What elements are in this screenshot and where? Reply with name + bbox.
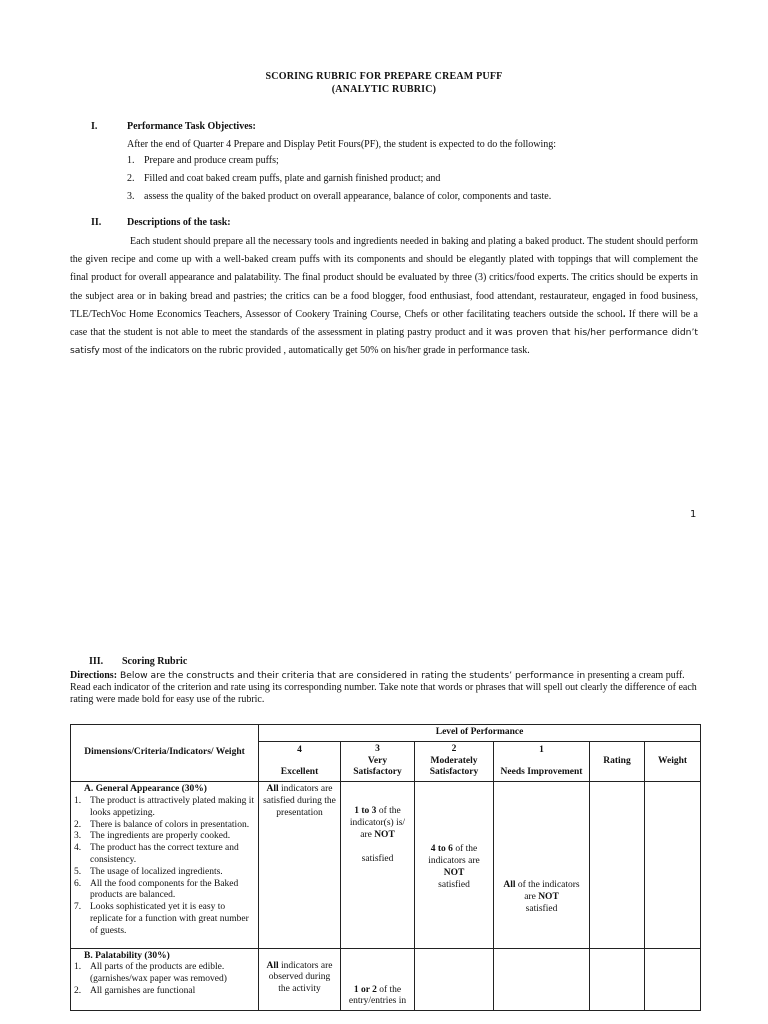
- level-2-cell: [415, 948, 494, 1011]
- section-1-title: Performance Task Objectives:: [127, 121, 256, 132]
- objectives-list: [127, 152, 727, 206]
- list-item: 2. All garnishes are functional: [74, 985, 196, 996]
- header-rating: Rating: [590, 741, 645, 781]
- list-item: 1. All parts of the products are edible. (garnishes/wax paper was removed): [74, 962, 227, 985]
- section-3-title: Scoring Rubric: [122, 656, 188, 667]
- directions-text: Directions: Below are the constructs and their criteria that are considered in rating the students’ performance in presenting a cream puff. Read each indicator of the criterion and rate using its corresponding number. Take note that words or phrases that will spell out clearly the difference of each rating were made bold for easy use of the rubric.: [70, 670, 697, 705]
- header-dimensions: Dimensions/Criteria/Indicators/ Weight: [71, 725, 259, 782]
- criterion-general-appearance: A. General Appearance (30%) 1. The product is attractively plated making it looks appetizing. 2. There is balance of colors in presentation. 3. The ingredients are properly cooked. 4. The product has the correct texture and consistency. 5. The usage of localized ingredients. 6. All the food components for the Baked products are balanced. 7. Looks sophisticated yet it is easy to replicate for a function with great number of guests.: [71, 782, 259, 948]
- weight-cell[interactable]: [645, 948, 701, 1011]
- weight-cell[interactable]: [645, 782, 701, 948]
- table-row: [71, 782, 701, 948]
- header-level-of-performance: Level of Performance: [259, 725, 701, 742]
- page-number: 1: [690, 509, 697, 520]
- header-level-2: 2 Moderately Satisfactory: [415, 741, 494, 781]
- list-item: 2. Filled and coat baked cream puffs, plate and garnish finished product; and: [127, 173, 441, 184]
- document-title: SCORING RUBRIC FOR PREPARE CREAM PUFF: [265, 71, 503, 82]
- rubric-table: [70, 724, 701, 1011]
- section-1-number: I.: [91, 121, 98, 132]
- section-2-number: II.: [91, 217, 102, 228]
- rating-cell[interactable]: [590, 782, 645, 948]
- level-1-cell: All of the indicators are NOT satisfied: [494, 782, 590, 948]
- list-item: 7. Looks sophisticated yet it is easy to replicate for a function with great number of guests.: [74, 902, 249, 936]
- list-item: 1. Prepare and produce cream puffs;: [127, 155, 279, 166]
- level-2-cell: 4 to 6 of the indicators are NOT satisfied: [415, 782, 494, 948]
- list-item: 3. assess the quality of the baked product on overall appearance, balance of color, components and taste.: [127, 191, 552, 202]
- list-item: 6. All the food components for the Baked products are balanced.: [74, 878, 239, 901]
- indicator-list: [74, 962, 255, 997]
- document-subtitle: (ANALYTIC RUBRIC): [331, 84, 437, 95]
- list-item: 3. The ingredients are properly cooked.: [74, 831, 231, 842]
- criterion-palatability: B. Palatability (30%) 1. All parts of the products are edible. (garnishes/wax paper was removed) 2. All garnishes are functional: [71, 948, 259, 1011]
- table-row: [71, 948, 701, 1011]
- list-item: 1. The product is attractively plated making it looks appetizing.: [74, 795, 255, 818]
- list-item: 5. The usage of localized ingredients.: [74, 866, 223, 877]
- level-4-cell: All indicators are observed during the activity: [259, 948, 341, 1011]
- task-description: Each student should prepare all the necessary tools and ingredients needed in baking and plating a baked product. The student should perform the given recipe and come up with a well-baked cream puffs with its components and should be elegantly plated with toppings that will complement the final product for overall appearance and palatability. The final product should be evaluated by three (3) critics/food experts. The critics should be experts in the subject area or in baking bread and pastries; the critics can be a food blogger, food enthusiast, food attendant, restaurateur, engaged in food business, TLE/TechVoc Home Economics Teachers, Assessor of Cookery Training Course, Chefs or other facilitating teachers outside the school. If there will be a case that the student is not able to meet the standards of the assessment in plating pastry product and it was proven that his/her performance didn’t satisfy most of the indicators on the rubric provided , automatically get 50% on his/her grade in performance task.: [70, 236, 699, 357]
- header-level-1: 1 Needs Improvement: [494, 741, 590, 781]
- indicator-list: [74, 796, 255, 938]
- list-item: 4. The product has the correct texture and consistency.: [74, 843, 239, 865]
- section-3-number: III.: [89, 656, 104, 667]
- level-1-cell: [494, 948, 590, 1011]
- level-4-cell: All indicators are satisfied during the presentation: [259, 782, 341, 948]
- level-3-cell: 1 to 3 of the indicator(s) is/ are NOT satisfied: [341, 782, 415, 948]
- section-2-title: Descriptions of the task:: [127, 217, 231, 228]
- level-3-cell: 1 or 2 of the entry/entries in: [341, 948, 415, 1011]
- table-header-row-1: [71, 725, 701, 742]
- list-item: 2. There is balance of colors in presentation.: [74, 819, 250, 830]
- header-level-3: 3 Very Satisfactory: [341, 741, 415, 781]
- section-1-intro: After the end of Quarter 4 Prepare and Display Petit Fours(PF), the student is expected to do the following:: [127, 139, 557, 150]
- rating-cell[interactable]: [590, 948, 645, 1011]
- header-weight: Weight: [645, 741, 701, 781]
- header-level-4: 4 Excellent: [259, 741, 341, 781]
